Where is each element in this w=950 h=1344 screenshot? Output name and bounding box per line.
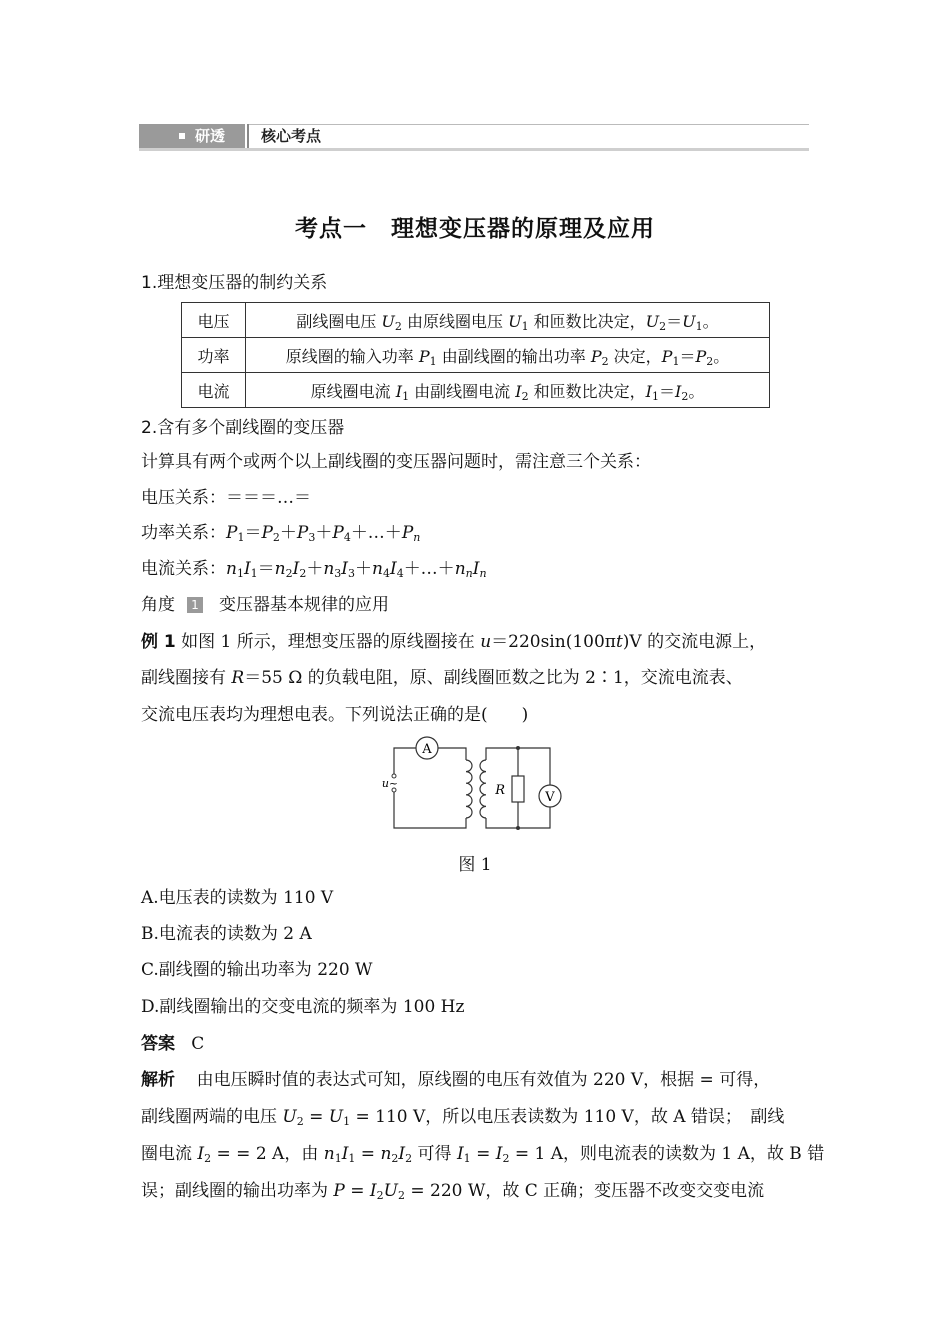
analysis-line-1: 解析 由电压瞬时值的表达式可知，原线圈的电压有效值为 220 V，根据 = 可得， (141, 1070, 771, 1090)
ammeter-label: A (422, 742, 432, 757)
option-d: D.副线圈输出的交变电流的频率为 100 Hz (141, 997, 465, 1017)
table-value: 原线圈电流 $I_1$ 由副线圈电流 $I_2$ 和匝数比决定，$I_1=I_2$。 (246, 373, 770, 408)
option-a: A.电压表的读数为 110 V (141, 888, 334, 908)
junction-dot (516, 746, 520, 750)
analysis-line-4: 误；副线圈的输出功率为 $P = I_2U_2 = 220$ W，故 C 正确；变压器不改变交变电流 (141, 1181, 765, 1202)
table-row (182, 373, 770, 408)
analysis-label: 解析 (141, 1070, 175, 1090)
section-heading-2: 2.含有多个副线圈的变压器 (141, 418, 345, 438)
table-key: 电流 (182, 373, 246, 408)
secondary-coil (480, 760, 486, 818)
banner-bottom-rule (139, 148, 809, 151)
banner-title: 核心考点 (261, 127, 322, 145)
analysis-line-2: 副线圈两端的电压 $U_2 = U_1 = 110$ V，所以电压表读数为 110 V，故 A 错误； 副线 (141, 1107, 785, 1128)
option-c: C.副线圈的输出功率为 220 W (141, 960, 373, 980)
banner-separator (247, 124, 249, 148)
table-row (182, 338, 770, 373)
primary-bottom-wire (394, 790, 466, 828)
circuit-diagram (380, 736, 570, 836)
answer-line (141, 1033, 204, 1055)
section-banner (139, 122, 809, 152)
answer-label: 答案 (141, 1034, 175, 1054)
section-heading-1: 1.理想变压器的制约关系 (141, 273, 328, 293)
page-title: 考点一 理想变压器的原理及应用 (295, 216, 655, 242)
banner-top-rule (249, 124, 809, 125)
junction-dot (516, 826, 520, 830)
resistor-label: R (495, 783, 505, 798)
intro-text: 计算具有两个或两个以上副线圈的变压器问题时，需注意三个关系： (141, 452, 651, 472)
example-line-1: 例 1 如图 1 所示，理想变压器的原线圈接在 u＝220sin(100πt)V 的交流电源上， (141, 632, 767, 652)
source-label: u~ (381, 777, 399, 790)
current-relation: 电流关系：$n_1I_1=n_2I_2+n_3I_3+n_4I_4+\dots+n_nI_n$ (141, 559, 487, 580)
option-b: B.电流表的读数为 2 A (141, 924, 312, 944)
table-row (182, 303, 770, 338)
example-line-3: 交流电压表均为理想电表。下列说法正确的是( ) (141, 705, 529, 725)
table-key: 电压 (182, 303, 246, 338)
voltmeter-label: V (545, 790, 555, 805)
table-key: 功率 (182, 338, 246, 373)
answer-value: C (191, 1034, 205, 1054)
analysis-line-3: 圈电流 $I_2$ = = 2 A，由 $n_1I_1 = n_2I_2$ 可得 $I_1 = I_2 = 1$ A，则电流表的读数为 1 A，故 B 错 (141, 1144, 825, 1165)
example-line-2: 副线圈接有 R＝55 Ω 的负载电阻，原、副线圈匝数之比为 2∶1，交流电流表、 (141, 668, 743, 688)
angle-number-badge: 1 (187, 597, 203, 613)
table-value: 原线圈的输入功率 $P_1$ 由副线圈的输出功率 $P_2$ 决定，$P_1=P_2$。 (246, 338, 770, 373)
power-relation: 功率关系：$P_1=P_2+P_3+P_4+\dots+P_n$ (141, 523, 421, 544)
resistor-box (512, 776, 524, 802)
relations-table (181, 302, 770, 408)
angle-heading: 角度 1 变压器基本规律的应用 (141, 595, 389, 615)
table-value: 副线圈电压 $U_2$ 由原线圈电压 $U_1$ 和匝数比决定，$U_2=U_1$。 (246, 303, 770, 338)
square-bullet-icon (179, 133, 185, 139)
voltage-relation: 电压关系：＝＝＝…＝ (141, 488, 311, 508)
example-label: 例 1 (141, 632, 176, 652)
figure-caption: 图 1 (458, 855, 492, 875)
primary-coil (466, 760, 472, 818)
banner-tag-label: 研透 (151, 124, 225, 148)
